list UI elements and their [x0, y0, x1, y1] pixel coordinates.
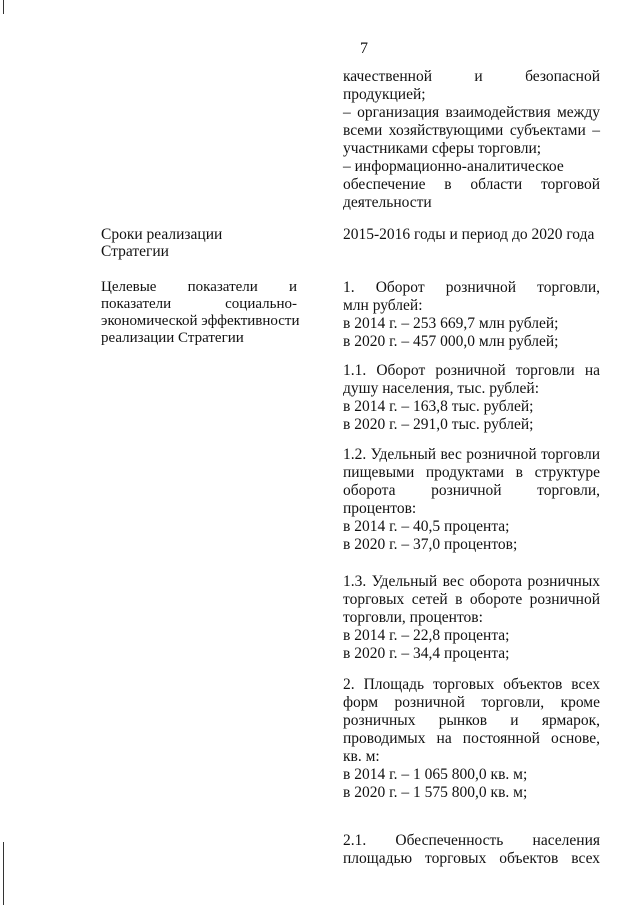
text-line: 2.1. Обеспеченность населения [343, 832, 600, 849]
indicator-block [343, 446, 600, 554]
text-line: в 2020 г. – 457 000,0 млн рублей; [343, 333, 559, 350]
text-line: торговых сетей в обороте розничной [343, 591, 600, 608]
text-line: в 2014 г. – 1 065 800,0 кв. м; [343, 766, 528, 783]
label-line: Целевые показатели и [101, 279, 297, 295]
text-line: продукцией; [343, 86, 426, 103]
text-line: процентов: [343, 500, 417, 517]
continuation-text-block [343, 68, 600, 212]
text-line: 1.3. Удельный вес оборота розничных [343, 573, 600, 590]
text-line: 1.1. Оборот розничной торговли на [343, 362, 600, 379]
text-line: розничных рынков и ярмарок, [343, 712, 600, 729]
row-label-terms [101, 226, 297, 260]
text-line: качественной и безопасной [343, 68, 600, 85]
text-line: деятельности [343, 194, 432, 211]
text-line: – организация взаимодействия между [343, 104, 600, 121]
indicator-block [343, 362, 600, 434]
indicator-block [343, 832, 600, 868]
text-line: форм розничной торговли, кроме [343, 694, 600, 711]
text-line: в 2020 г. – 37,0 процентов; [343, 536, 518, 553]
scan-edge-mark-bottom [3, 842, 4, 905]
label-line: показатели социально- [101, 296, 297, 312]
indicator-block [343, 676, 600, 802]
text-line: в 2020 г. – 34,4 процента; [343, 645, 510, 662]
text-line: площадью торговых объектов всех [343, 850, 600, 867]
label-line: реализации Стратегии [101, 330, 244, 346]
text-line: душу населения, тыс. рублей: [343, 380, 540, 397]
text-line: 1. Оборот розничной торговли, [343, 279, 600, 296]
text-line: обеспечение в области торговой [343, 176, 600, 193]
row-value-terms [343, 226, 600, 244]
text-line: – информационно-аналитическое [343, 158, 564, 175]
text-line: участниками сферы торговли; [343, 140, 542, 157]
text-line: в 2014 г. – 253 669,7 млн рублей; [343, 315, 559, 332]
text-line: 1.2. Удельный вес розничной торговли [343, 446, 600, 463]
indicator-block [343, 279, 600, 351]
text-line: всеми хозяйствующими субъектами – [343, 122, 600, 139]
indicator-block [343, 573, 600, 663]
scan-edge-mark-top [3, 0, 4, 14]
text-line: оборота розничной торговли, [343, 482, 600, 499]
label-line: Стратегии [101, 243, 169, 260]
text-line: в 2014 г. – 22,8 процента; [343, 627, 510, 644]
text-line: в 2020 г. – 291,0 тыс. рублей; [343, 416, 534, 433]
text-line: пищевыми продуктами в структуре [343, 464, 600, 481]
label-line: экономической эффективности [101, 313, 300, 329]
text-line: в 2014 г. – 40,5 процента; [343, 518, 510, 535]
label-line: Сроки реализации [101, 226, 223, 243]
text-line: торговли, процентов: [343, 609, 483, 626]
text-line: в 2014 г. – 163,8 тыс. рублей; [343, 398, 534, 415]
text-line: 2. Площадь торговых объектов всех [343, 676, 600, 693]
terms-value: 2015-2016 годы и период до 2020 года [343, 226, 595, 243]
text-line: проводимых на постоянной основе, [343, 730, 600, 747]
text-line: в 2020 г. – 1 575 800,0 кв. м; [343, 784, 528, 801]
text-line: млн рублей: [343, 297, 423, 314]
row-label-indicators [101, 279, 300, 347]
text-line: кв. м: [343, 748, 380, 765]
page-number: 7 [360, 40, 368, 57]
